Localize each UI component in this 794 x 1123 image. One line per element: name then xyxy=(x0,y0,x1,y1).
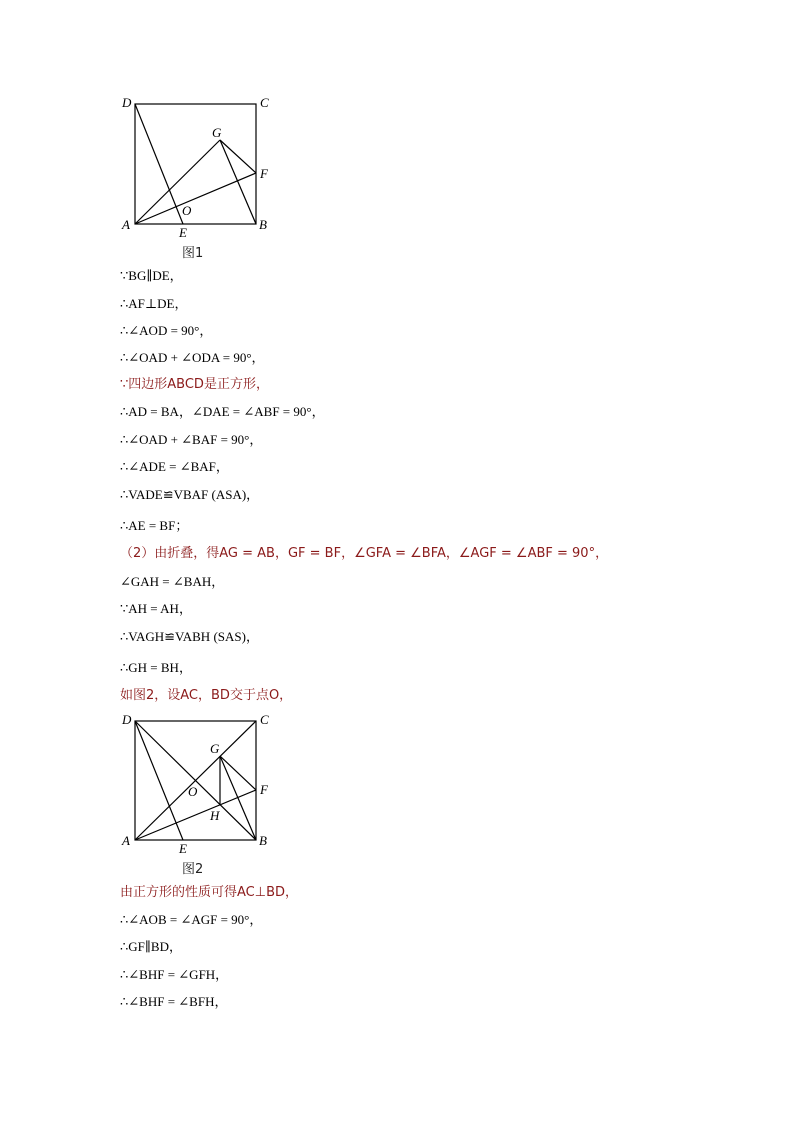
line-9: ∴VADE≌VBAF (ASA)， xyxy=(120,487,260,502)
line-12: ∠GAH = ∠BAH， xyxy=(120,574,225,589)
line-2: ∴AF⊥DE， xyxy=(120,296,188,311)
segment-de xyxy=(135,721,183,840)
segment-gf xyxy=(220,140,256,173)
label-a: A xyxy=(122,833,130,848)
line-10: ∴AE = BF； xyxy=(120,518,189,533)
figure-1-caption: 图1 xyxy=(182,246,204,261)
line-1: ∵BG∥DE， xyxy=(120,268,183,283)
line-8: ∴∠ADE = ∠BAF， xyxy=(120,459,229,474)
segment-gf xyxy=(220,756,256,790)
line-15: ∴GH = BH， xyxy=(120,660,192,675)
line-6: ∴AD = BA，∠DAE = ∠ABF = 90°， xyxy=(120,404,325,419)
line-13: ∵AH = AH， xyxy=(120,601,192,616)
line-11: （2）由折叠，得AG = AB，GF = BF，∠GFA = ∠BFA，∠AGF = ∠ABF = 90°， xyxy=(120,546,609,561)
line-18: ∴∠AOB = ∠AGF = 90°， xyxy=(120,912,263,927)
label-g: G xyxy=(212,125,222,140)
label-o: O xyxy=(188,784,198,799)
label-b: B xyxy=(259,217,267,232)
line-14: ∴VAGH≌VABH (SAS)， xyxy=(120,629,259,644)
line-17: 由正方形的性质可得AC⊥BD， xyxy=(120,885,298,900)
label-c: C xyxy=(260,712,269,727)
figure-1-diagram xyxy=(120,92,280,242)
line-3: ∴∠AOD = 90°， xyxy=(120,323,213,338)
label-a: A xyxy=(122,217,130,232)
label-e: E xyxy=(179,225,187,240)
segment-gb xyxy=(220,140,256,224)
line-4: ∴∠OAD + ∠ODA = 90°， xyxy=(120,350,265,365)
label-f: F xyxy=(260,782,268,797)
line-5: ∵四边形ABCD是正方形， xyxy=(120,377,269,392)
line-19: ∴GF∥BD， xyxy=(120,939,182,954)
line-7: ∴∠OAD + ∠BAF = 90°， xyxy=(120,432,263,447)
figure-1 xyxy=(120,92,280,242)
label-f: F xyxy=(260,166,268,181)
label-c: C xyxy=(260,95,269,110)
segment-de xyxy=(135,104,183,224)
figure-2-caption: 图2 xyxy=(182,862,204,877)
label-e: E xyxy=(179,841,187,856)
line-20: ∴∠BHF = ∠GFH， xyxy=(120,967,229,982)
label-o: O xyxy=(182,203,192,218)
label-d: D xyxy=(122,712,132,727)
segment-gb xyxy=(220,756,256,840)
figure-2 xyxy=(120,709,280,859)
line-16: 如图2，设AC，BD交于点O， xyxy=(120,688,293,703)
label-g: G xyxy=(210,741,220,756)
label-b: B xyxy=(259,833,267,848)
label-h: H xyxy=(210,808,220,823)
line-21: ∴∠BHF = ∠BFH， xyxy=(120,994,228,1009)
figure-2-diagram xyxy=(120,709,280,859)
label-d: D xyxy=(122,95,132,110)
